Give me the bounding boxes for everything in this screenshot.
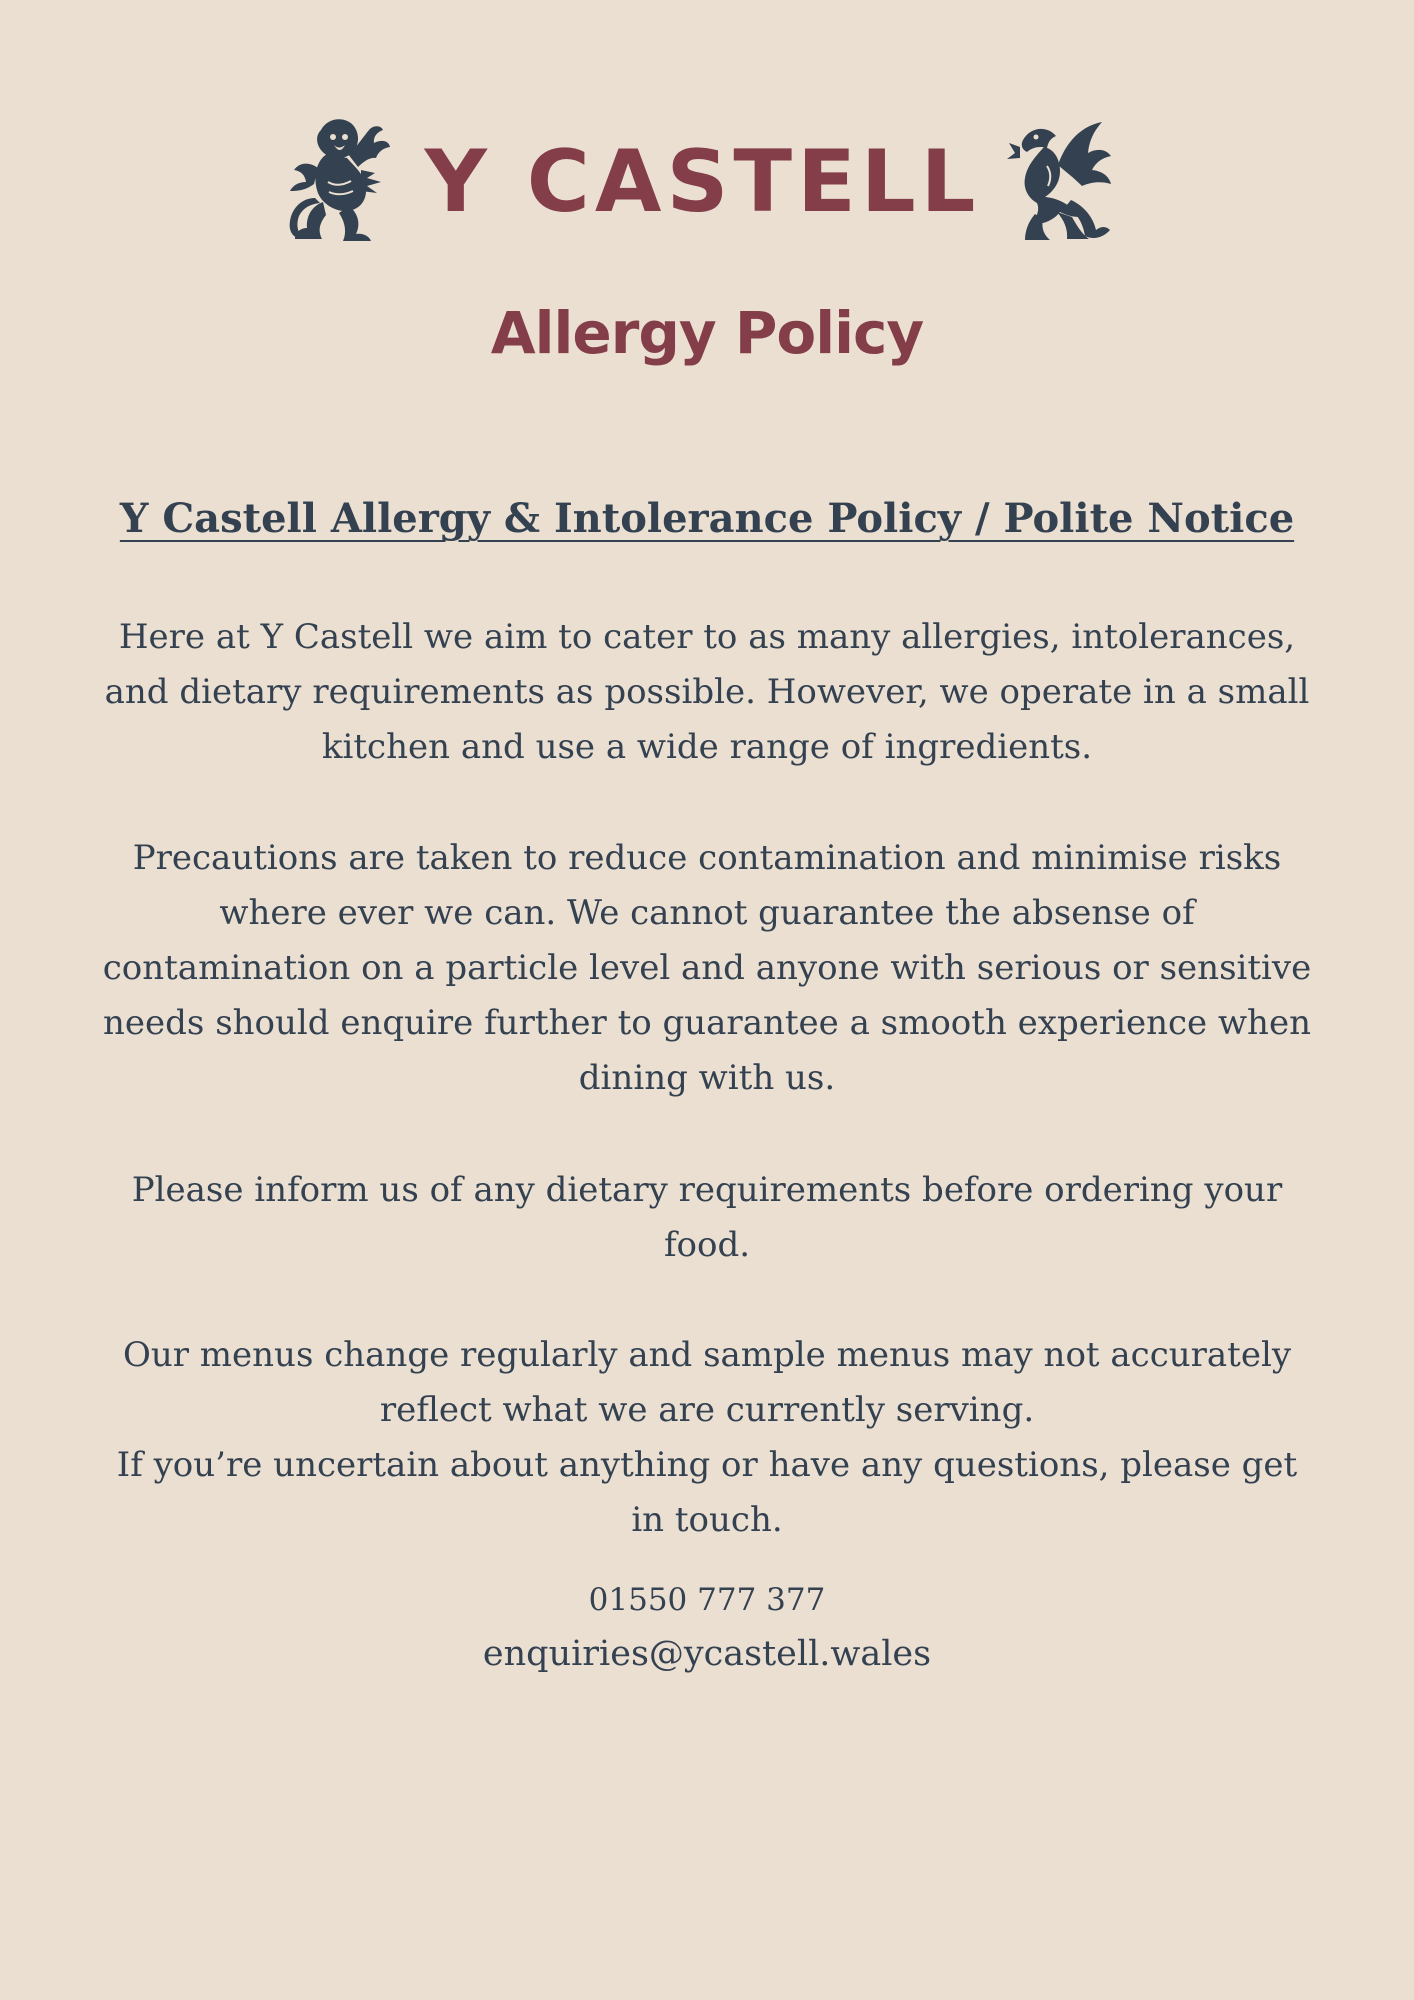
- policy-notice-heading: Y Castell Allergy & Intolerance Policy / Polite Notice: [119, 495, 1295, 543]
- menus-change-text: Our menus change regularly and sample menus may not accurately reflect what we are currently serving.: [122, 1335, 1292, 1430]
- lion-rampant-icon: [283, 112, 393, 242]
- brand-wordmark: Y CASTELL: [424, 132, 981, 232]
- phone-number: 01550 777 377: [588, 1582, 826, 1618]
- policy-paragraph-menus: [95, 1328, 1319, 1548]
- page-title: Allergy Policy: [490, 298, 924, 367]
- policy-paragraph-catering: Here at Y Castell we aim to cater to as many allergies, intolerances, and dietary requirements as possible. However, we operate in a small kitchen and use a wide range of ingredients.: [104, 617, 1310, 767]
- policy-paragraph-contamination: Precautions are taken to reduce contamination and minimise risks where ever we can. We cannot guarantee the absense of contamination on a particle level and anyone with serious or sensitive needs should enquire further to guarantee a smooth experience when dining with us.: [102, 838, 1312, 1098]
- policy-paragraph-inform-us: Please inform us of any dietary requirements before ordering your food.: [131, 1170, 1283, 1265]
- get-in-touch-text: If you’re uncertain about anything or have any questions, please get in touch.: [116, 1445, 1298, 1540]
- welsh-dragon-icon: [1005, 118, 1115, 244]
- email-address: enquiries@ycastell.wales: [482, 1634, 932, 1674]
- brand-header: [0, 112, 1414, 252]
